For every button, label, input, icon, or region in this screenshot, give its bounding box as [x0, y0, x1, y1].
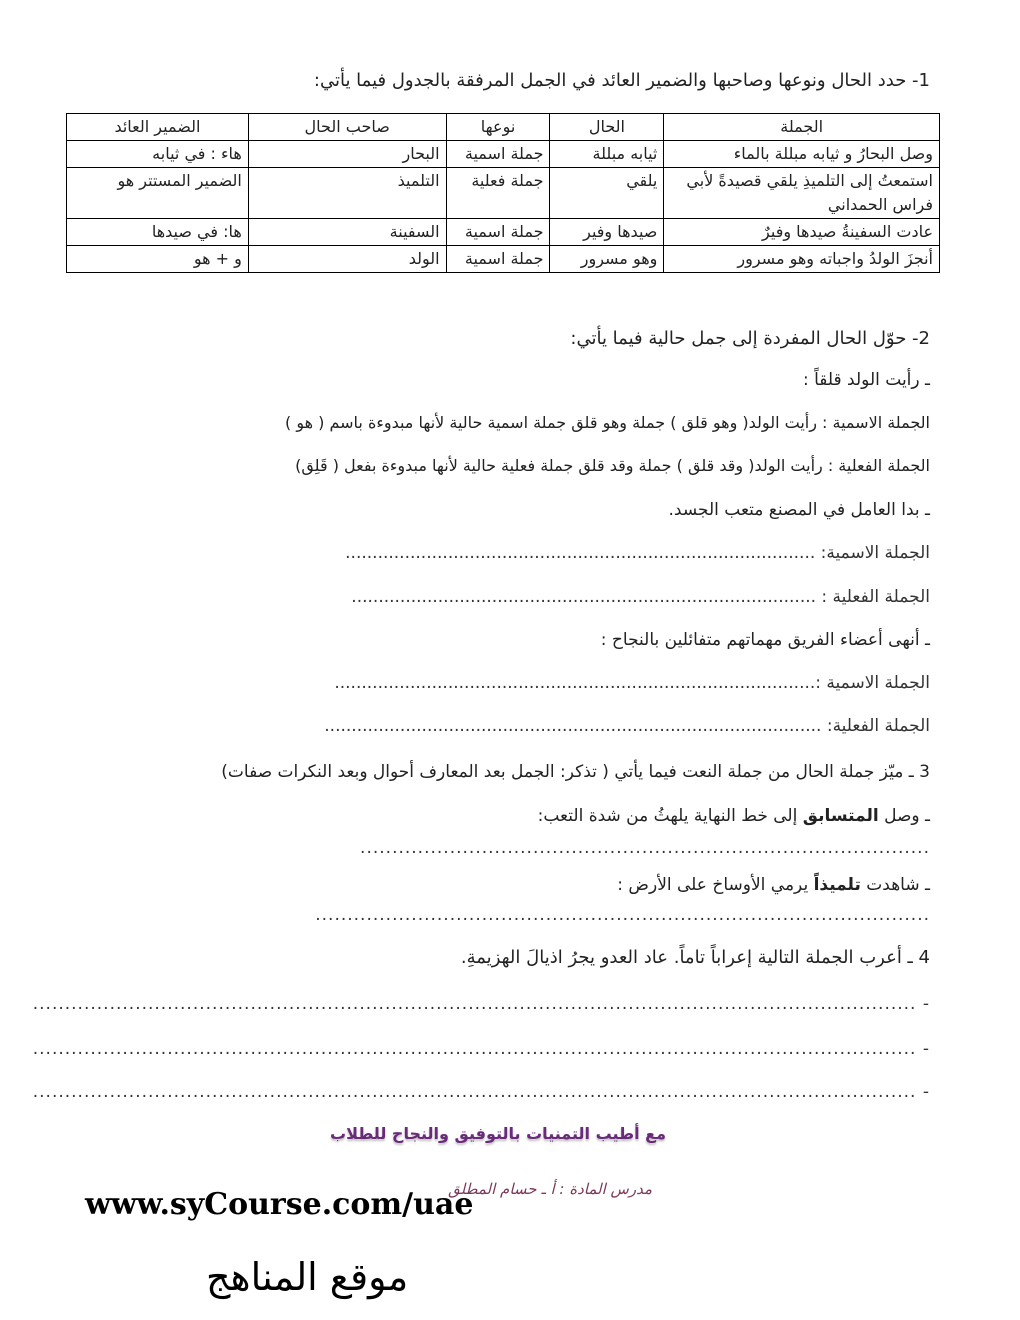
cell-owner: التلميذ	[248, 168, 446, 219]
cell-hal: ثيابه مبللة	[550, 141, 664, 168]
header-hal: الحال	[550, 114, 664, 141]
q3-answer-line-1: .........................................................................................	[360, 838, 930, 858]
cell-hal: وهو مسرور	[550, 246, 664, 273]
cell-sentence: استمعتُ إلى التلميذِ يلقي قصيدةً لأبي فراس الحمداني	[664, 168, 940, 219]
cell-owner: البحار	[248, 141, 446, 168]
q3-s2-before: ـ شاهدت	[860, 875, 930, 895]
q1-table	[66, 113, 940, 273]
cell-pronoun: الضمير المستتر هو	[67, 168, 249, 219]
cell-sentence: أنجزَ الولدُ واجباته وهو مسرور	[664, 246, 940, 273]
cell-pronoun: ها: في صيدها	[67, 219, 249, 246]
header-owner: صاحب الحال	[248, 114, 446, 141]
q3-s2-after: يرمي الأوساخ على الأرض :	[617, 875, 814, 895]
table-row	[67, 246, 940, 273]
q2-example-1-nominal: الجملة الاسمية : رأيت الولد( وهو قلق ) جملة وهو قلق جملة اسمية حالية لأنها مبدوءة باسم ( هو )	[285, 413, 930, 432]
q4-answer-line-1: - ..........................................................................................................................................	[32, 994, 930, 1014]
q3-heading: 3 ـ ميّز جملة الحال من جملة النعت فيما يأتي ( تذكر: الجمل بعد المعارف أحوال وبعد النكرات صفات)	[221, 762, 930, 782]
table-row	[67, 141, 940, 168]
cell-pronoun: هاء : في ثيابه	[67, 141, 249, 168]
q4-answer-line-2: - ..........................................................................................................................................	[32, 1039, 930, 1059]
q4-answer-line-3: - ..........................................................................................................................................	[32, 1082, 930, 1102]
cell-type: جملة فعلية	[446, 168, 550, 219]
q1-heading: 1- حدد الحال ونوعها وصاحبها والضمير العائد في الجمل المرفقة بالجدول فيما يأتي:	[313, 70, 930, 91]
q4-heading: 4 ـ أعرب الجملة التالية إعراباً تاماً. عاد العدو يجرُ اذيالَ الهزيمةِ.	[460, 947, 930, 968]
q2-example-1: ـ رأيت الولد قلقاً :	[802, 370, 930, 390]
cell-sentence: وصل البحارُ و ثيابه مبللة بالماء	[664, 141, 940, 168]
cell-type: جملة اسمية	[446, 219, 550, 246]
cell-type: جملة اسمية	[446, 246, 550, 273]
q2-example-2: ـ بدا العامل في المصنع متعب الجسد.	[668, 500, 930, 520]
q3-answer-line-2: ................................................................................................	[315, 905, 930, 925]
q2-example-1-verbal: الجملة الفعلية : رأيت الولد( وقد قلق ) جملة وقد قلق جملة فعلية حالية لأنها مبدوءة بفعل ( قَلِق)	[295, 456, 930, 475]
cell-owner: الولد	[248, 246, 446, 273]
q2-example-2-verbal: الجملة الفعلية : ......................................................................................	[351, 587, 930, 607]
cell-hal: يلقي	[550, 168, 664, 219]
header-sentence: الجملة	[664, 114, 940, 141]
cell-type: جملة اسمية	[446, 141, 550, 168]
table-header-row	[67, 114, 940, 141]
cell-owner: السفينة	[248, 219, 446, 246]
q2-example-2-nominal: الجملة الاسمية: .......................................................................................	[345, 543, 930, 563]
greeting: مع أطيب التمنيات بالتوفيق والنجاح للطلاب	[329, 1124, 666, 1143]
cell-sentence: عادت السفينةُ صيدها وفيرٌ	[664, 219, 940, 246]
site-url[interactable]: www.syCourse.com/uae	[85, 1187, 474, 1222]
q3-s2-bold: تلميذاً	[813, 875, 861, 895]
teacher-name: مدرس المادة : أ ـ حسام المطلق	[448, 1180, 652, 1198]
cell-hal: صيدها وفير	[550, 219, 664, 246]
table-row	[67, 219, 940, 246]
q3-sentence-1	[538, 806, 930, 826]
q2-example-3: ـ أنهى أعضاء الفريق مهماتهم متفائلين بالنجاح :	[600, 630, 930, 650]
q3-sentence-2	[617, 875, 930, 895]
header-type: نوعها	[446, 114, 550, 141]
q3-s1-before: ـ وصل	[878, 806, 930, 826]
q2-heading: 2- حوّل الحال المفردة إلى جمل حالية فيما يأتي:	[570, 328, 930, 349]
q3-s1-after: إلى خط النهاية يلهثُ من شدة التعب:	[537, 806, 803, 826]
q2-example-3-nominal: الجملة الاسمية :.........................................................................................	[334, 673, 930, 693]
header-pronoun: الضمير العائد	[67, 114, 249, 141]
table-row	[67, 168, 940, 219]
q2-example-3-verbal: الجملة الفعلية: ............................................................................................	[324, 716, 930, 736]
q3-s1-bold: المتسابق	[802, 806, 879, 826]
site-name: موقع المناهج	[206, 1255, 409, 1299]
cell-pronoun: و + هو	[67, 246, 249, 273]
